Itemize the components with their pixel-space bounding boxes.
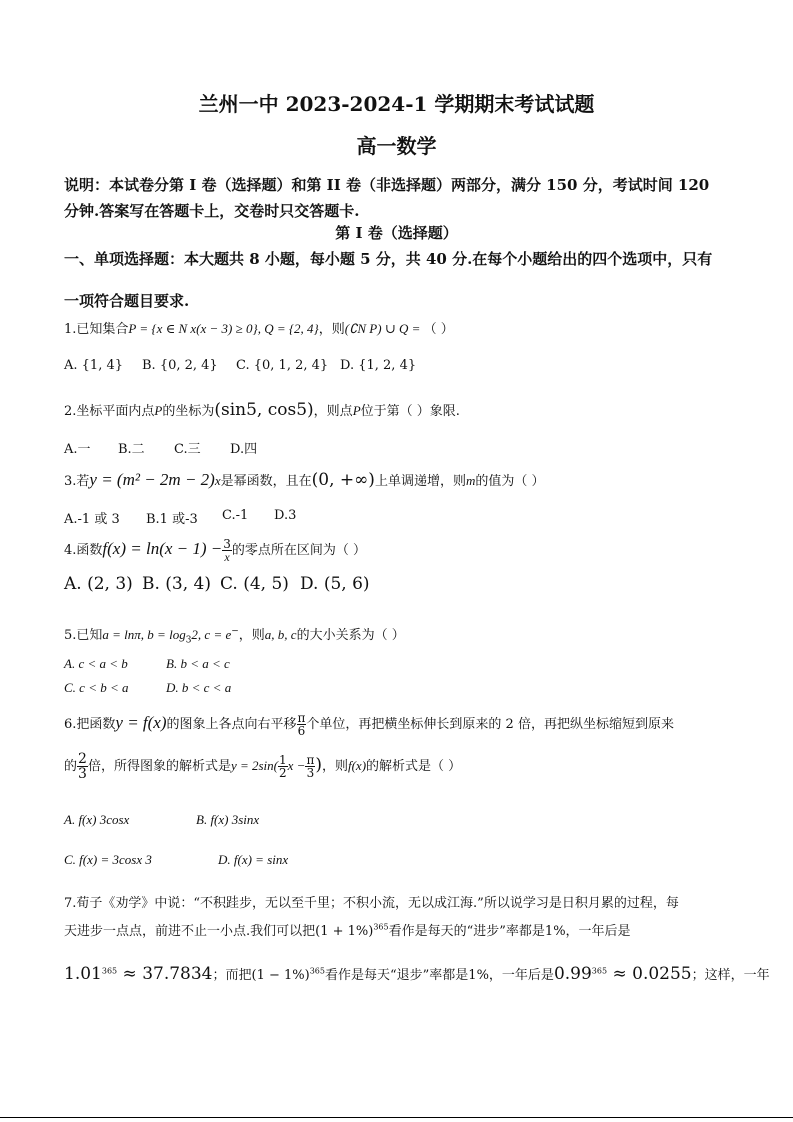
q7-base2: (1 − 1%)	[251, 968, 310, 983]
question-2	[64, 400, 460, 420]
q6-line2-b: 倍，所得图象的解析式是	[87, 759, 231, 774]
question-5	[64, 624, 405, 646]
q1-prefix: 1.已知集合	[64, 322, 129, 337]
q1-set-p: P = {x ∈ N x(x − 3) ≥ 0}, Q = {2, 4}	[128, 321, 319, 336]
q4-option-d: D. (5, 6)	[300, 574, 370, 594]
question-1	[64, 318, 454, 337]
question-7-line-3	[64, 964, 770, 984]
q4-fraction	[222, 538, 232, 563]
q6-option-d: D. f(x) = sinx	[218, 852, 289, 867]
question-6-line-1	[64, 712, 674, 737]
q4-option-a: A. (2, 3)	[64, 574, 133, 594]
question-3	[64, 470, 544, 490]
q4-option-b: B. (3, 4)	[142, 574, 212, 594]
q6-tail: 个单位，再把横坐标伸长到原来的 2 倍，再把纵坐标缩短到原来	[306, 717, 674, 732]
q5-option-b: B. b < a < c	[166, 656, 230, 671]
q3-option-b: B.1 或-3	[146, 512, 198, 527]
q7-l3-g: ≈ 0.0255	[607, 964, 692, 984]
q1-option-b: B. {0, 2, 4}	[142, 358, 218, 373]
q3-m: m	[465, 473, 476, 488]
q5-expr: a = lnπ, b = log	[102, 627, 186, 642]
q4-prefix: 4.函数	[64, 543, 103, 558]
q6-inner-den: 2	[279, 766, 287, 780]
q6-func: y = f(x)	[115, 713, 167, 732]
q5-mid: ，则	[238, 628, 265, 643]
q6-shift-fraction	[297, 712, 307, 737]
q6-prefix: 6.把函数	[64, 717, 116, 732]
q6-pi-den: 3	[306, 766, 315, 780]
q6-result-b: x −	[287, 758, 306, 773]
q1-option-c: C. {0, 1, 2, 4}	[236, 358, 329, 373]
q7-l3-exp-f: 365	[591, 966, 608, 976]
q6-fx: f(x)	[347, 758, 367, 773]
q6-ratio-fraction	[77, 752, 88, 781]
q7-l3-c: ；而把	[212, 968, 252, 983]
q6-pi-fraction	[305, 754, 315, 779]
q3-expr: y = (m² − 2m − 2)	[89, 470, 215, 489]
q2-option-c: C.三	[174, 442, 201, 457]
q2-mid: 的坐标为	[162, 404, 215, 419]
q5-expr2: 2, c = e	[191, 627, 232, 642]
q2-option-b: B.二	[118, 442, 145, 457]
q4-frac-num: 3	[223, 537, 231, 551]
q7-pct1: 1%	[544, 924, 566, 939]
q6-option-a: A. f(x) 3cosx	[64, 812, 130, 827]
q7-line2-a: 天进步一点点，前进不止一小点.我们可以把	[64, 924, 316, 939]
q1-option-a: A. {1, 4}	[64, 358, 124, 373]
q6-shift-den: 6	[297, 724, 306, 738]
q7-exp1: 365	[373, 922, 389, 932]
q4-option-c: C. (4, 5)	[220, 574, 289, 594]
exam-title: 兰州一中 2023-2024-1 学期期末考试试题	[198, 92, 595, 116]
q6-option-b: B. f(x) 3sinx	[196, 812, 260, 827]
q6-inner-fraction	[278, 754, 288, 779]
q2-tail: 位于第（ ）象限.	[360, 404, 460, 419]
q6-result-c: )	[315, 755, 322, 775]
q5-prefix: 5.已知	[64, 628, 103, 643]
section-intro-line-2: 一项符合题目要求.	[64, 292, 190, 310]
q6-line2-c: ，则	[321, 759, 348, 774]
q2-option-d: D.四	[230, 442, 258, 457]
q5-sup: −	[231, 626, 239, 637]
q3-option-a: A.-1 或 3	[64, 512, 120, 527]
q2-point-2: P	[352, 403, 361, 418]
q7-l3-a: 1.01	[64, 964, 102, 984]
q7-line2-b: 看作是每天的“进步”率都是	[388, 924, 545, 939]
q2-point: P	[154, 403, 163, 418]
q4-expr: f(x) = ln(x − 1) −	[102, 539, 223, 558]
q7-l3-b: ≈ 37.7834	[117, 964, 213, 984]
q7-pct2: 1%	[468, 968, 489, 983]
q3-prefix: 3.若	[64, 474, 90, 489]
q1-paren: （ ）	[423, 322, 454, 337]
question-7-line-1: 7.荀子《劝学》中说：“不积跬步，无以至千里；不积小流，无以成江海.”所以说学习是日积月累的过程，每	[64, 896, 679, 911]
q6-ratio-num: 2	[78, 751, 87, 767]
q7-exp2: 365	[309, 966, 325, 976]
q4-frac-den: x	[224, 550, 230, 564]
q5-option-a: A. c < a < b	[64, 656, 128, 671]
q6-shift-num: π	[297, 711, 306, 725]
q7-line2-c: ，一年后是	[565, 924, 631, 939]
q7-l3-h: ；这样，一年	[691, 968, 770, 983]
q6-mid: 的图象上各点向右平移	[166, 717, 297, 732]
q3-mid: 是幂函数，且在	[220, 474, 312, 489]
q1-option-d: D. {1, 2, 4}	[340, 358, 417, 373]
instructions-line-2: 分钟.答案写在答题卡上，交卷时只交答题卡.	[64, 202, 360, 220]
q5-tail: 的大小关系为（ ）	[296, 628, 405, 643]
q4-tail: 的零点所在区间为（ ）	[231, 543, 367, 558]
q7-l3-e: ，一年后是	[488, 968, 554, 983]
q2-prefix: 2.坐标平面内点	[64, 404, 155, 419]
q5-sub: 3	[185, 635, 192, 646]
q6-pi-num: π	[306, 753, 315, 767]
page-bottom-border	[0, 1117, 793, 1118]
q6-result-a: y = 2sin(	[230, 758, 278, 773]
q3-interval: (0, +∞)	[311, 470, 375, 490]
q7-l3-f: 0.99	[553, 964, 592, 984]
q2-option-a: A.一	[64, 442, 91, 457]
q7-l3-d: 看作是每天“退步”率都是	[325, 968, 469, 983]
q6-ratio-den: 3	[78, 766, 87, 782]
q7-base1: (1 + 1%)	[315, 924, 374, 939]
q5-vars: a, b, c	[264, 627, 297, 642]
q3-tail: 的值为（ ）	[475, 474, 545, 489]
exam-subtitle: 高一数学	[356, 134, 437, 158]
section-title: 第 I 卷（选择题）	[335, 224, 458, 242]
q5-option-d: D. b < c < a	[166, 680, 232, 695]
section-intro-line-1: 一、单项选择题：本大题共 8 小题，每小题 5 分，共 40 分.在每个小题给出的四个选项中，只有	[64, 250, 713, 268]
q6-option-c: C. f(x) = 3cosx 3	[64, 852, 152, 867]
question-4	[64, 538, 366, 563]
q6-inner-num: 1	[279, 753, 287, 767]
question-6-line-2	[64, 752, 461, 781]
q3-option-c: C.-1	[222, 508, 249, 523]
q3-mid2: 上单调递增，则	[374, 474, 466, 489]
q3-option-d: D.3	[274, 508, 297, 523]
question-7-line-2	[64, 920, 631, 939]
instructions-line-1: 说明：本试卷分第 I 卷（选择题）和第 II 卷（非选择题）两部分，满分 150 分，考试时间 120	[64, 176, 710, 194]
q6-line2-a: 的	[64, 759, 78, 774]
q2-mid2: ，则点	[313, 404, 353, 419]
q1-mid: ，则	[318, 322, 345, 337]
q7-l3-exp-a: 365	[101, 966, 118, 976]
q3-exp: x	[214, 473, 221, 488]
q5-option-c: C. c < b < a	[64, 680, 129, 695]
q2-coord: (sin5, cos5)	[214, 400, 314, 420]
q6-line2-d: 的解析式是（ ）	[366, 759, 462, 774]
q1-expr: (∁N P) ∪ Q =	[344, 321, 424, 336]
